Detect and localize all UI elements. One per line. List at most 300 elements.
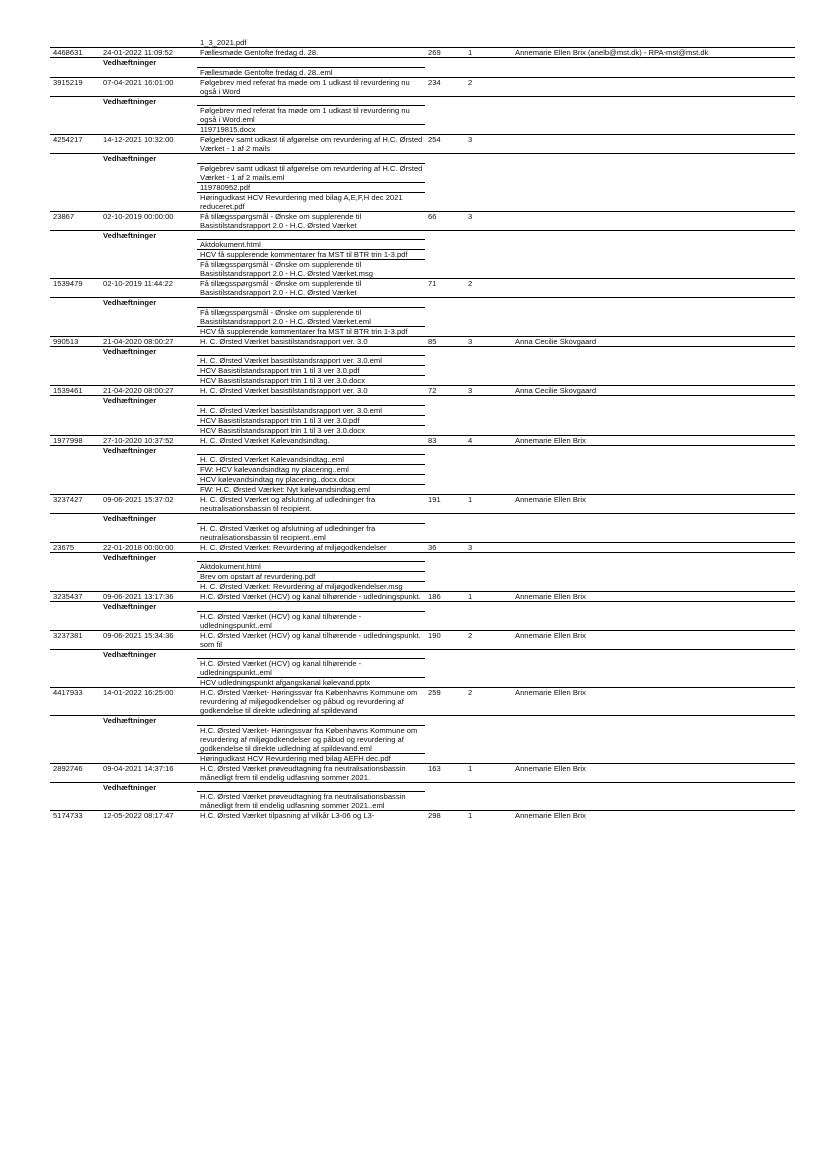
blank-cell <box>197 602 425 612</box>
attachment-row <box>50 659 795 678</box>
blank-cell <box>465 192 512 211</box>
blank-cell <box>512 366 795 376</box>
record-title: H.C. Ørsted Værket- Høringssvar fra Københavns Kommune om revurdering af miljøgodkendelser og påbud og revurdering af godkendelse til direkte udledning af spildevand <box>197 688 425 716</box>
record-date: 22-01-2018 00:00:00 <box>100 542 197 552</box>
attachments-header-row <box>50 346 795 356</box>
record-count: 1 <box>465 763 512 782</box>
blank-cell <box>100 182 197 192</box>
blank-cell <box>197 649 425 659</box>
blank-cell <box>50 611 100 630</box>
blank-cell <box>425 96 465 106</box>
blank-cell <box>465 106 512 125</box>
attachments-label: Vedhæftninger <box>100 552 197 562</box>
attachment-name: H. C. Ørsted Værket og afslutning af udledninger fra neutralisationsbassin til recipient..eml <box>197 523 425 542</box>
record-id: 4417933 <box>50 688 100 716</box>
record-row <box>50 688 795 716</box>
attachments-header-row <box>50 154 795 164</box>
record-doc-number: 72 <box>425 386 465 396</box>
blank-cell <box>465 298 512 308</box>
attachment-name: H.C. Ørsted Værket (HCV) og kanal tilhørende - udledningspunkt..eml <box>197 659 425 678</box>
blank-cell <box>512 240 795 250</box>
attachment-row <box>50 106 795 125</box>
blank-cell <box>512 485 795 495</box>
blank-cell <box>425 602 465 612</box>
attachment-row <box>50 678 795 688</box>
blank-cell <box>512 425 795 435</box>
blank-cell <box>197 782 425 792</box>
blank-cell <box>425 192 465 211</box>
record-sender: Anna Cecilie Skovgaard <box>512 386 795 396</box>
blank-cell <box>512 753 795 763</box>
blank-cell <box>512 649 795 659</box>
blank-cell <box>465 552 512 562</box>
blank-cell <box>512 67 795 77</box>
blank-cell <box>512 192 795 211</box>
blank-cell <box>425 425 465 435</box>
record-row <box>50 386 795 396</box>
attachment-row <box>50 356 795 366</box>
record-count: 2 <box>465 688 512 716</box>
blank-cell <box>425 792 465 811</box>
blank-cell <box>512 475 795 485</box>
blank-cell <box>512 602 795 612</box>
attachment-row <box>50 425 795 435</box>
blank-cell <box>100 611 197 630</box>
blank-cell <box>465 240 512 250</box>
blank-cell <box>465 792 512 811</box>
blank-cell <box>50 572 100 582</box>
attachment-row <box>50 240 795 250</box>
blank-cell <box>512 356 795 366</box>
record-id: 1539461 <box>50 386 100 396</box>
blank-cell <box>425 562 465 572</box>
blank-cell <box>425 376 465 386</box>
blank-cell <box>512 326 795 336</box>
blank-cell <box>50 455 100 465</box>
attachment-name: H. C. Ørsted Værket basistilstandsrapport ver. 3.0.eml <box>197 405 425 415</box>
blank-cell <box>50 298 100 308</box>
blank-cell <box>465 230 512 240</box>
record-doc-number: 83 <box>425 435 465 445</box>
blank-cell <box>425 396 465 406</box>
blank-cell <box>425 782 465 792</box>
blank-cell <box>50 307 100 326</box>
attachment-row <box>50 455 795 465</box>
blank-cell <box>100 163 197 182</box>
blank-cell <box>50 240 100 250</box>
blank-cell <box>197 58 425 68</box>
attachment-name: 119719815.docx <box>197 125 425 135</box>
blank-cell <box>50 562 100 572</box>
blank-cell <box>50 163 100 182</box>
attachment-row <box>50 260 795 279</box>
blank-cell <box>100 678 197 688</box>
blank-cell <box>465 425 512 435</box>
blank-cell <box>50 514 100 524</box>
record-id: 3235437 <box>50 592 100 602</box>
record-date: 27-10-2020 10:37:52 <box>100 435 197 445</box>
blank-cell <box>50 346 100 356</box>
record-title: H.C. Ørsted Værket (HCV) og kanal tilhørende - udledningspunkt. som fil <box>197 630 425 649</box>
blank-cell <box>197 445 425 455</box>
blank-cell <box>100 562 197 572</box>
blank-cell <box>512 611 795 630</box>
blank-cell <box>100 307 197 326</box>
attachment-row <box>50 792 795 811</box>
attachments-label: Vedhæftninger <box>100 58 197 68</box>
attachment-row <box>50 465 795 475</box>
record-count: 3 <box>465 211 512 230</box>
record-date: 09-06-2021 15:37:02 <box>100 495 197 514</box>
blank-cell <box>100 106 197 125</box>
attachment-name: Aktdokument.html <box>197 240 425 250</box>
blank-cell <box>425 250 465 260</box>
attachments-label: Vedhæftninger <box>100 716 197 726</box>
blank-cell <box>50 182 100 192</box>
attachment-name: Følgebrev samt udkast til afgørelse om revurdering af H.C. Ørsted Værket - 1 af 2 mails.eml <box>197 163 425 182</box>
attachment-name: HCV få supplerende kommentarer fra MST til BTR trin 1-3.pdf <box>197 250 425 260</box>
record-title: H. C. Ørsted Værket: Revurdering af miljøgodkendelser <box>197 542 425 552</box>
blank-cell <box>100 725 197 753</box>
attachment-row <box>50 192 795 211</box>
record-id: 3237427 <box>50 495 100 514</box>
record-date: 14-12-2021 10:32:00 <box>100 135 197 154</box>
record-title: Få tillægsspørgsmål - Ønske om supplerende til Basistilstandsrapport 2.0 - H.C. Ørsted Værket <box>197 211 425 230</box>
attachments-label: Vedhæftninger <box>100 346 197 356</box>
blank-cell <box>512 455 795 465</box>
attachment-name: HCV Basistilstandsrapport trin 1 til 3 ver 3.0.docx <box>197 376 425 386</box>
attachments-label: Vedhæftninger <box>100 514 197 524</box>
attachment-name: Følgebrev med referat fra møde om 1 udkast til revurdering nu også i Word.eml <box>197 106 425 125</box>
record-sender: Annemarie Ellen Brix <box>512 435 795 445</box>
blank-cell <box>425 405 465 415</box>
record-id: 1977998 <box>50 435 100 445</box>
record-sender <box>512 279 795 298</box>
record-title: Fællesmøde Gentofte fredag d. 28. <box>197 48 425 58</box>
blank-cell <box>100 192 197 211</box>
blank-cell <box>465 163 512 182</box>
blank-cell <box>425 298 465 308</box>
blank-cell <box>425 366 465 376</box>
blank-cell <box>197 298 425 308</box>
record-row <box>50 630 795 649</box>
blank-cell <box>100 250 197 260</box>
record-date: 07-04-2021 16:01:00 <box>100 77 197 96</box>
blank-cell <box>50 523 100 542</box>
attachment-row <box>50 307 795 326</box>
record-count: 4 <box>465 435 512 445</box>
record-row <box>50 77 795 96</box>
blank-cell <box>465 716 512 726</box>
blank-cell <box>465 405 512 415</box>
attachment-row <box>50 753 795 763</box>
blank-cell <box>425 523 465 542</box>
blank-cell <box>512 678 795 688</box>
blank-cell <box>50 716 100 726</box>
attachments-header-row <box>50 782 795 792</box>
blank-cell <box>512 792 795 811</box>
attachment-row <box>50 475 795 485</box>
blank-cell <box>100 405 197 415</box>
record-count: 1 <box>465 48 512 58</box>
blank-cell <box>50 405 100 415</box>
blank-cell <box>50 192 100 211</box>
blank-cell <box>100 240 197 250</box>
record-sender <box>512 135 795 154</box>
record-title: Få tillægsspørgsmål - Ønske om supplerende til Basistilstandsrapport 2.0 - H.C. Ørsted Værket <box>197 279 425 298</box>
blank-cell <box>100 475 197 485</box>
blank-cell <box>512 307 795 326</box>
blank-cell <box>512 659 795 678</box>
attachment-name: FW: HCV kølevandsindtag ny placering..eml <box>197 465 425 475</box>
record-count: 3 <box>465 542 512 552</box>
blank-cell <box>50 792 100 811</box>
record-sender: Annemarie Ellen Brix <box>512 763 795 782</box>
blank-cell <box>465 475 512 485</box>
record-doc-number: 259 <box>425 688 465 716</box>
attachments-label: Vedhæftninger <box>100 602 197 612</box>
blank-cell <box>425 260 465 279</box>
record-doc-number: 298 <box>425 811 465 821</box>
record-row <box>50 135 795 154</box>
records-body <box>50 38 795 820</box>
attachment-name: H.C. Ørsted Værket prøveudtagning fra neutralisationsbassin månedligt frem til endelig udfasning sommer 2021..eml <box>197 792 425 811</box>
blank-cell <box>465 125 512 135</box>
blank-cell <box>197 96 425 106</box>
attachment-name: Få tillægsspørgsmål - Ønske om supplerende til Basistilstandsrapport 2.0 - H.C. Ørsted Værket.msg <box>197 260 425 279</box>
lead-attachment-row <box>50 38 795 48</box>
attachment-name: Høringudkast HCV Revurdering med bilag AEFH dec.pdf <box>197 753 425 763</box>
blank-cell <box>50 326 100 336</box>
blank-cell <box>100 792 197 811</box>
blank-cell <box>100 465 197 475</box>
record-row <box>50 542 795 552</box>
record-doc-number: 186 <box>425 592 465 602</box>
attachment-name: Høringudkast HCV Revurdering med bilag A,E,F,H dec 2021 reduceret.pdf <box>197 192 425 211</box>
blank-cell <box>425 611 465 630</box>
attachment-name: HCV udledningspunkt afgangskanal kølevand.pptx <box>197 678 425 688</box>
attachments-header-row <box>50 552 795 562</box>
blank-cell <box>465 356 512 366</box>
attachments-label: Vedhæftninger <box>100 298 197 308</box>
record-row <box>50 763 795 782</box>
blank-cell <box>512 782 795 792</box>
record-count: 3 <box>465 386 512 396</box>
blank-cell <box>512 182 795 192</box>
attachment-name: H.C. Ørsted Værket- Høringssvar fra Københavns Kommune om revurdering af miljøgodkendelser og påbud og revurdering af godkendelse til direkte udledning af spildevand.eml <box>197 725 425 753</box>
blank-cell <box>100 125 197 135</box>
attachment-row <box>50 485 795 495</box>
record-sender: Annemarie Ellen Brix <box>512 688 795 716</box>
attachments-header-row <box>50 602 795 612</box>
blank-cell <box>512 58 795 68</box>
blank-cell <box>465 415 512 425</box>
blank-cell <box>465 182 512 192</box>
blank-cell <box>425 346 465 356</box>
record-sender: Annemarie Ellen Brix (anelb@mst.dk) - RPA-mst@mst.dk <box>512 48 795 58</box>
attachment-name: H. C. Ørsted Værket basistilstandsrapport ver. 3.0.eml <box>197 356 425 366</box>
blank-cell <box>512 523 795 542</box>
attachment-row <box>50 125 795 135</box>
blank-cell <box>197 514 425 524</box>
attachment-row <box>50 582 795 592</box>
blank-cell <box>465 611 512 630</box>
record-sender: Annemarie Ellen Brix <box>512 630 795 649</box>
attachment-name: H. C. Ørsted Værket: Revurdering af miljøgodkendelser.msg <box>197 582 425 592</box>
blank-cell <box>512 725 795 753</box>
blank-cell <box>425 415 465 425</box>
attachment-row <box>50 572 795 582</box>
record-date: 09-06-2021 13:17:36 <box>100 592 197 602</box>
record-id: 3915219 <box>50 77 100 96</box>
blank-cell <box>425 356 465 366</box>
blank-cell <box>512 552 795 562</box>
attachment-row <box>50 405 795 415</box>
record-title: H.C. Ørsted Værket tilpasning af vilkår L3-06 og L3- <box>197 811 425 821</box>
record-title: H. C. Ørsted Værket basistilstandsrapport ver. 3.0 <box>197 386 425 396</box>
blank-cell <box>50 260 100 279</box>
attachments-label: Vedhæftninger <box>100 396 197 406</box>
blank-cell <box>512 562 795 572</box>
blank-cell <box>512 465 795 475</box>
blank-cell <box>425 67 465 77</box>
blank-cell <box>100 753 197 763</box>
blank-cell <box>197 154 425 164</box>
attachment-name: HCV Basistilstandsrapport trin 1 til 3 ver 3.0.docx <box>197 425 425 435</box>
attachments-label: Vedhæftninger <box>100 649 197 659</box>
blank-cell <box>50 67 100 77</box>
record-date: 24-01-2022 11:09:52 <box>100 48 197 58</box>
blank-cell <box>50 753 100 763</box>
record-date: 09-04-2021 14:37:16 <box>100 763 197 782</box>
attachment-row <box>50 67 795 77</box>
attachment-row <box>50 326 795 336</box>
blank-cell <box>425 678 465 688</box>
blank-cell <box>50 445 100 455</box>
blank-cell <box>465 455 512 465</box>
record-date: 02-10-2019 11:44:22 <box>100 279 197 298</box>
attachments-label: Vedhæftninger <box>100 154 197 164</box>
record-title: H. C. Ørsted Værket Kølevandsindtag. <box>197 435 425 445</box>
attachments-header-row <box>50 58 795 68</box>
blank-cell <box>425 154 465 164</box>
attachment-row <box>50 562 795 572</box>
record-sender: Annemarie Ellen Brix <box>512 592 795 602</box>
attachment-row <box>50 376 795 386</box>
blank-cell <box>425 485 465 495</box>
record-title: H.C. Ørsted Værket (HCV) og kanal tilhørende - udledningspunkt. <box>197 592 425 602</box>
attachment-name: HCV kølevandsindtag ny placering..docx.docx <box>197 475 425 485</box>
blank-cell <box>512 298 795 308</box>
blank-cell <box>50 475 100 485</box>
blank-cell <box>50 465 100 475</box>
record-id: 990513 <box>50 336 100 346</box>
record-count: 2 <box>465 77 512 96</box>
record-row <box>50 336 795 346</box>
blank-cell <box>50 425 100 435</box>
blank-cell <box>100 366 197 376</box>
blank-cell <box>50 396 100 406</box>
blank-cell <box>50 106 100 125</box>
record-doc-number: 71 <box>425 279 465 298</box>
blank-cell <box>512 376 795 386</box>
blank-cell <box>50 485 100 495</box>
blank-cell <box>50 356 100 366</box>
blank-cell <box>50 250 100 260</box>
record-date: 09-06-2021 15:34:36 <box>100 630 197 649</box>
attachments-label: Vedhæftninger <box>100 230 197 240</box>
blank-cell <box>425 649 465 659</box>
blank-cell <box>512 582 795 592</box>
blank-cell <box>512 250 795 260</box>
blank-cell <box>197 346 425 356</box>
blank-cell <box>100 485 197 495</box>
record-doc-number: 36 <box>425 542 465 552</box>
record-doc-number: 269 <box>425 48 465 58</box>
record-date: 12-05-2022 08:17:47 <box>100 811 197 821</box>
blank-cell <box>465 753 512 763</box>
record-id: 4254217 <box>50 135 100 154</box>
blank-cell <box>512 415 795 425</box>
attachment-name: Fællesmøde Gentofte fredag d. 28..eml <box>197 67 425 77</box>
blank-cell <box>465 678 512 688</box>
blank-cell <box>425 307 465 326</box>
blank-cell <box>512 260 795 279</box>
blank-cell <box>425 106 465 125</box>
blank-cell <box>465 396 512 406</box>
record-doc-number: 66 <box>425 211 465 230</box>
attachment-name: FW: H.C. Ørsted Værket: Nyt kølevandsindtag.eml <box>197 485 425 495</box>
attachment-name: Aktdokument.html <box>197 562 425 572</box>
blank-cell <box>512 445 795 455</box>
blank-cell <box>465 67 512 77</box>
blank-cell <box>512 106 795 125</box>
record-sender: Annemarie Ellen Brix <box>512 495 795 514</box>
attachment-name: H. C. Ørsted Værket Kølevandsindtag..eml <box>197 455 425 465</box>
blank-cell <box>512 346 795 356</box>
blank-cell <box>425 445 465 455</box>
blank-cell <box>425 475 465 485</box>
blank-cell <box>50 602 100 612</box>
blank-cell <box>512 230 795 240</box>
blank-cell <box>50 678 100 688</box>
blank-cell <box>512 405 795 415</box>
attachment-row <box>50 523 795 542</box>
blank-cell <box>425 58 465 68</box>
blank-cell <box>425 582 465 592</box>
attachment-row <box>50 611 795 630</box>
record-doc-number: 163 <box>425 763 465 782</box>
blank-cell <box>425 659 465 678</box>
record-sender <box>512 77 795 96</box>
record-id: 2892746 <box>50 763 100 782</box>
record-count: 3 <box>465 135 512 154</box>
blank-cell <box>50 782 100 792</box>
attachment-name: HCV Basistilstandsrapport trin 1 til 3 ver 3.0.pdf <box>197 366 425 376</box>
blank-cell <box>100 376 197 386</box>
blank-cell <box>425 552 465 562</box>
attachment-name: HCV få supplerende kommentarer fra MST til BTR trin 1-3.pdf <box>197 326 425 336</box>
records-table <box>50 38 795 820</box>
attachment-name: 119780952.pdf <box>197 182 425 192</box>
attachments-header-row <box>50 716 795 726</box>
blank-cell <box>197 396 425 406</box>
attachments-header-row <box>50 298 795 308</box>
blank-cell <box>465 465 512 475</box>
record-doc-number: 85 <box>425 336 465 346</box>
record-sender <box>512 211 795 230</box>
record-title: Følgebrev samt udkast til afgørelse om revurdering af H.C. Ørsted Værket - 1 af 2 mails <box>197 135 425 154</box>
